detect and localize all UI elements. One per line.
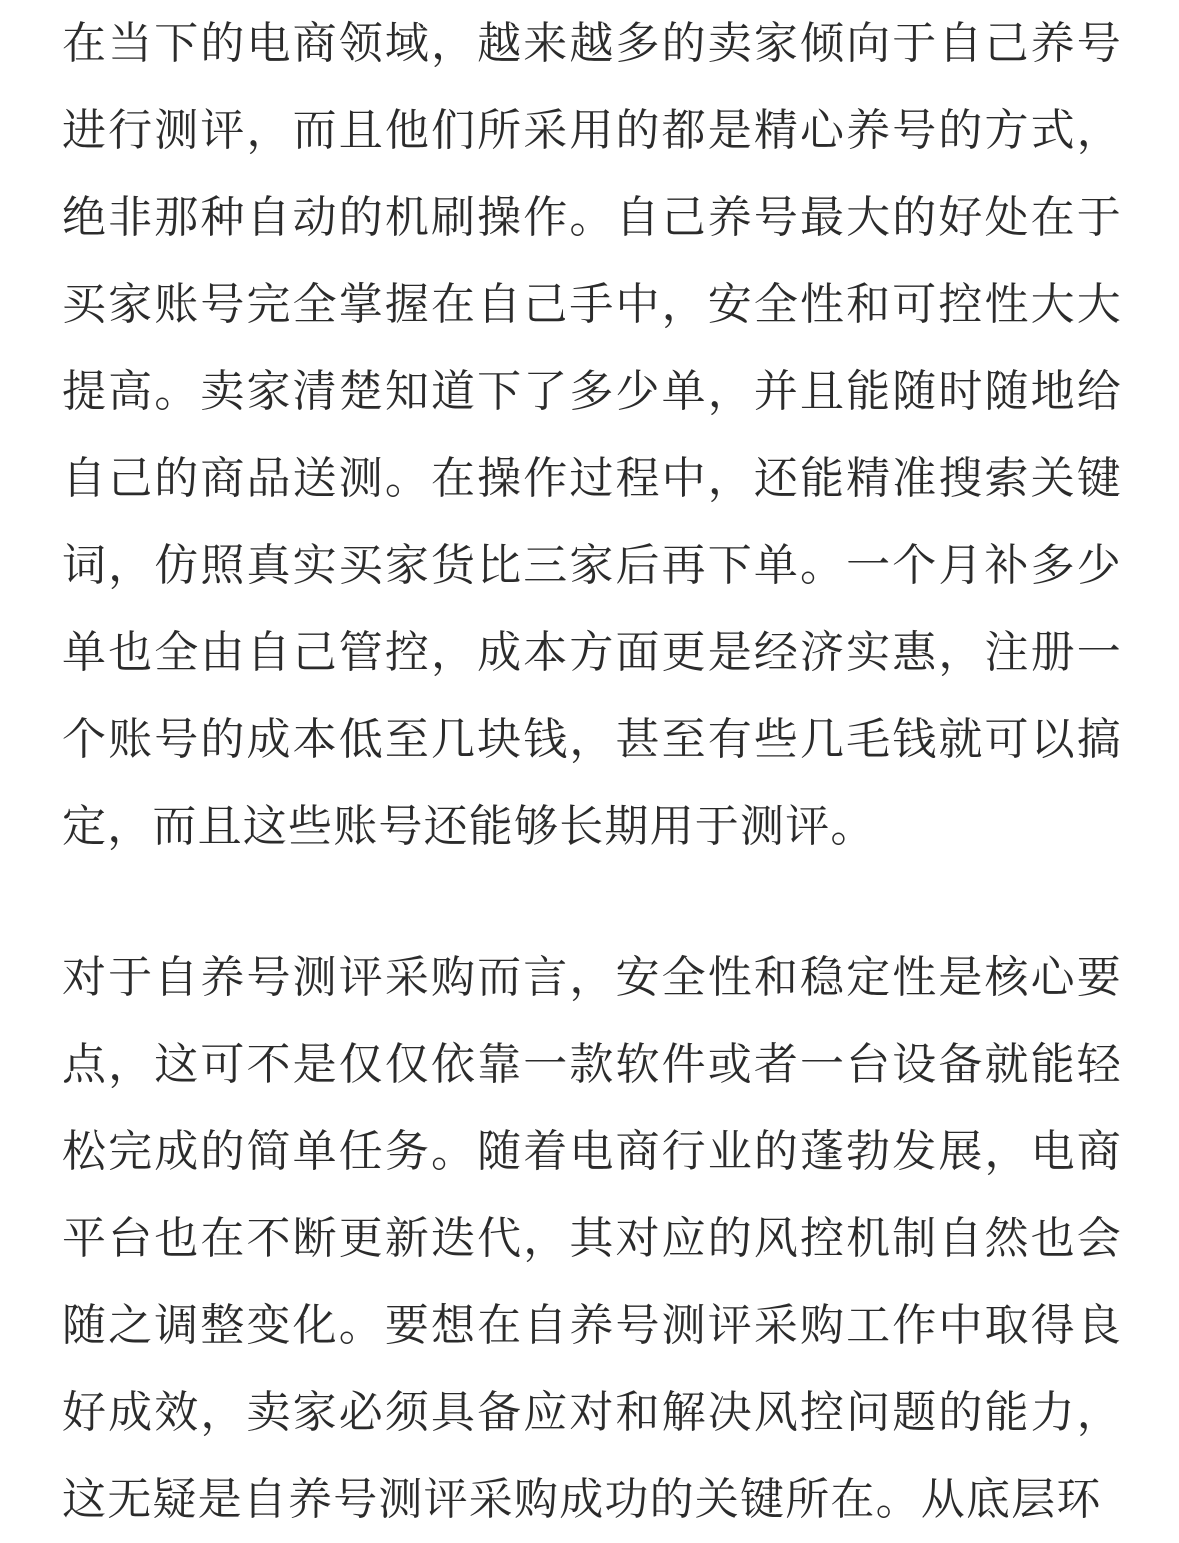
article-body [62,0,1122,1543]
article-paragraph-1: 在当下的电商领域，越来越多的卖家倾向于自己养号进行测评，而且他们所采用的都是精心养号的方式，绝非那种自动的机刷操作。自己养号最大的好处在于买家账号完全掌握在自己手中，安全性和可控性大大提高。卖家清楚知道下了多少单，并且能随时随地给自己的商品送测。在操作过程中，还能精准搜索关键词，仿照真实买家货比三家后再下单。一个月补多少单也全由自己管控，成本方面更是经济实惠，注册一个账号的成本低至几块钱，甚至有些几毛钱就可以搞定，而且这些账号还能够长期用于测评。 [62,18,1122,852]
article-paragraph-2: 对于自养号测评采购而言，安全性和稳定性是核心要点，这可不是仅仅依靠一款软件或者一台设备就能轻松完成的简单任务。随着电商行业的蓬勃发展，电商平台也在不断更新迭代，其对应的风控机制自然也会随之调整变化。要想在自养号测评采购工作中取得良好成效，卖家必须具备应对和解决风控问题的能力，这无疑是自养号测评采购成功的关键所在。从底层环 [62,952,1122,1525]
